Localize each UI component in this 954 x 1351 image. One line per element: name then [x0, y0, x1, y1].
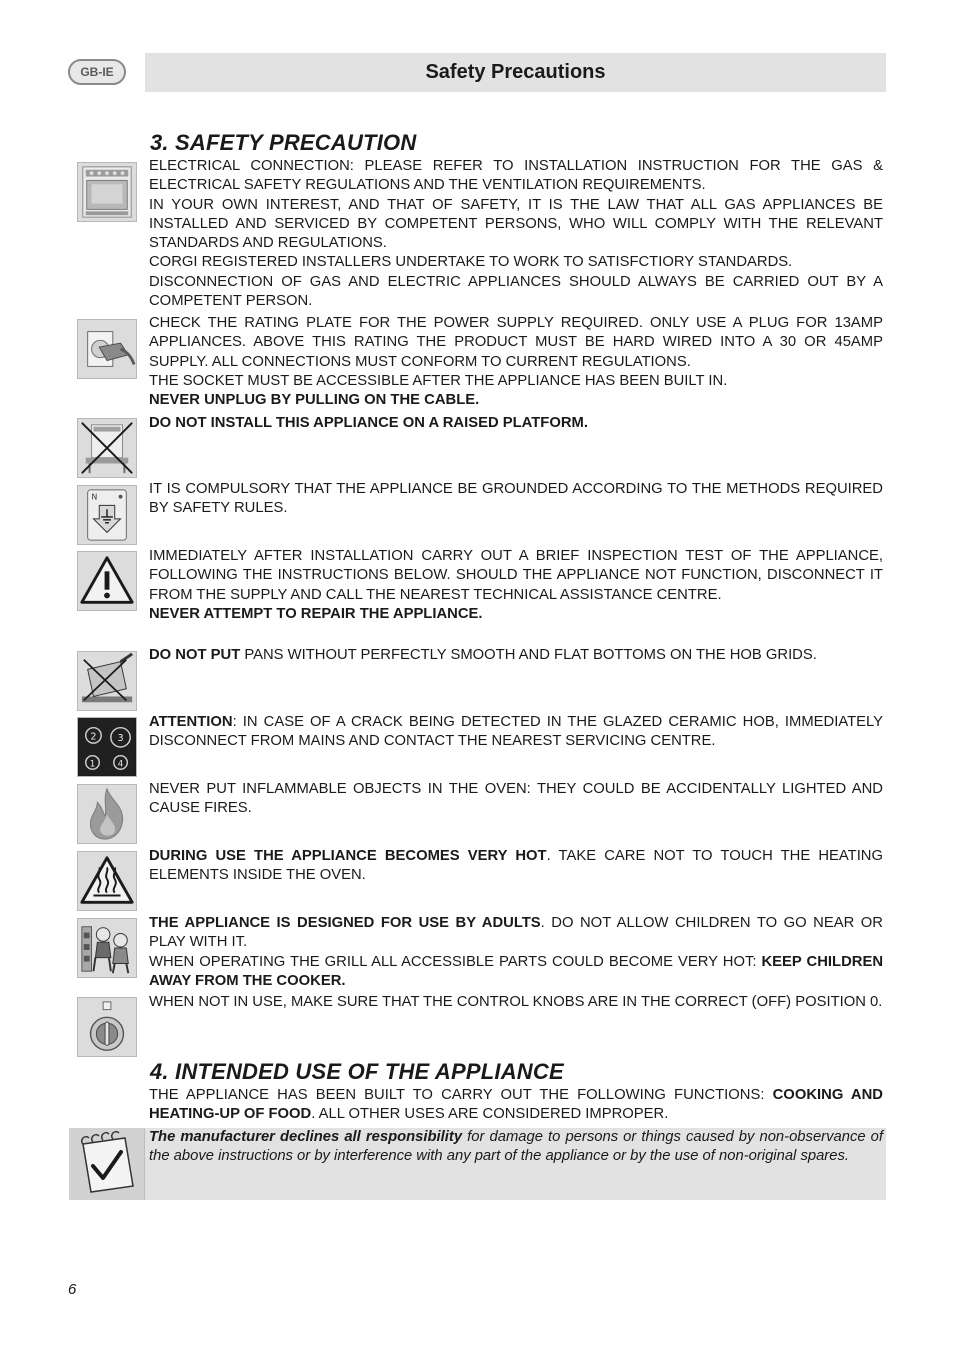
section-4-title: 4. INTENDED USE OF THE APPLIANCE: [150, 1059, 564, 1084]
pans-warning-text: DO NOT PUT PANS WITHOUT PERFECTLY SMOOTH AND FLAT BOTTOMS ON THE HOB GRIDS.: [149, 647, 817, 663]
control-knobs-text: WHEN NOT IN USE, MAKE SURE THAT THE CONTROL KNOBS ARE IN THE CORRECT (OFF) POSITION 0.: [149, 994, 883, 1010]
ground-symbol-icon: [77, 485, 137, 545]
ceramic-hob-icon: [77, 717, 137, 777]
hob-zone-1: 1: [89, 759, 96, 770]
platform-warning-text: DO NOT INSTALL THIS APPLIANCE ON A RAISED PLATFORM.: [149, 415, 588, 431]
inflammable-objects-text: NEVER PUT INFLAMMABLE OBJECTS IN THE OVEN: THEY COULD BE ACCIDENTALLY LIGHTED AND CAUSE FIRES.: [149, 781, 883, 817]
page-header: [145, 53, 886, 92]
section-3-title: 3. SAFETY PRECAUTION: [150, 130, 417, 155]
children-icon: [77, 918, 137, 978]
hob-zone-4: 4: [117, 759, 124, 770]
ceramic-hob-text: ATTENTION: IN CASE OF A CRACK BEING DETECTED IN THE GLAZED CERAMIC HOB, IMMEDIATELY DISCONNECT FROM MAINS AND CONTACT THE NEAREST SERVICING CENTRE.: [149, 714, 883, 750]
disclaimer-note-box: [69, 1128, 886, 1200]
note-checkmark-icon: [69, 1128, 145, 1200]
inspection-text: IMMEDIATELY AFTER INSTALLATION CARRY OUT A BRIEF INSPECTION TEST OF THE APPLIANCE, FOLLOWING THE INSTRUCTIONS BELOW. SHOULD THE APPLIANCE NOT FUNCTION, DISCONNECT IT FROM THE SUPPLY AND CALL THE NEAREST TECHNICAL ASSISTANCE CENTRE. NEVER ATTEMPT TO REPAIR THE APPLIANCE.: [149, 548, 883, 622]
control-knob-icon: [77, 997, 137, 1057]
flame-icon: [77, 784, 137, 844]
hob-zone-3: 3: [117, 733, 124, 745]
hob-zone-2: 2: [90, 731, 97, 743]
grounding-text: IT IS COMPULSORY THAT THE APPLIANCE BE GROUNDED ACCORDING TO THE METHODS REQUIRED BY SAFETY RULES.: [149, 481, 883, 517]
svg-text:N: N: [91, 492, 98, 502]
disclaimer-text: The manufacturer declines all responsibility for damage to persons or things caused by non-observance of the above instructions or by interference with any part of the appliance or by the use of non-original spares.: [149, 1129, 883, 1165]
uneven-pan-crossed-icon: [77, 651, 137, 711]
power-supply-text: CHECK THE RATING PLATE FOR THE POWER SUPPLY REQUIRED. ONLY USE A PLUG FOR 13AMP APPLIANCES. ABOVE THIS RATING THE PRODUCT MUST BE HARD WIRED INTO A 30 OR 45AMP SUPPLY. ALL CONNECTIONS MUST CONFORM TO CURRENT REGULATIONS. THE SOCKET MUST BE ACCESSIBLE AFTER THE APPLIANCE HAS BEEN BUILT IN. NEVER UNPLUG BY PULLING ON THE CABLE.: [149, 315, 883, 409]
page-number: 6: [68, 1281, 77, 1298]
cooker-icon: [77, 162, 137, 222]
hot-surface-icon: [77, 851, 137, 911]
hot-appliance-text: DURING USE THE APPLIANCE BECOMES VERY HOT. TAKE CARE NOT TO TOUCH THE HEATING ELEMENTS INSIDE THE OVEN.: [149, 848, 883, 884]
intended-use-text: THE APPLIANCE HAS BEEN BUILT TO CARRY OUT THE FOLLOWING FUNCTIONS: COOKING AND HEATING-UP OF FOOD. ALL OTHER USES ARE CONSIDERED IMPROPER.: [149, 1087, 883, 1123]
raised-platform-crossed-icon: [77, 418, 137, 478]
plug-socket-icon: [77, 319, 137, 379]
page-title: Safety Precautions: [425, 61, 606, 83]
language-badge: GB-IE: [68, 59, 126, 85]
electrical-connection-text: ELECTRICAL CONNECTION: PLEASE REFER TO INSTALLATION INSTRUCTION FOR THE GAS & ELECTRICAL SAFETY REGULATIONS AND THE VENTILATION REQUIREMENTS. IN YOUR OWN INTEREST, AND THAT OF SAFETY, IT IS THE LAW THAT ALL GAS APPLIANCES BE INSTALLED AND SERVICED BY COMPETENT PERSONS, WHO WILL COMPLY WITH THE RELEVANT STANDARDS AND REGULATIONS. CORGI REGISTERED INSTALLERS UNDERTAKE TO WORK TO SATISFCTIORY STANDARDS. DISCONNECTION OF GAS AND ELECTRIC APPLIANCES SHOULD ALWAYS BE CARRIED OUT BY A COMPETENT PERSON.: [149, 158, 883, 310]
adults-only-text: THE APPLIANCE IS DESIGNED FOR USE BY ADULTS. DO NOT ALLOW CHILDREN TO GO NEAR OR PLAY WITH IT. WHEN OPERATING THE GRILL ALL ACCESSIBLE PARTS COULD BECOME VERY HOT: KEEP CHILDREN AWAY FROM THE COOKER.: [149, 915, 883, 989]
warning-triangle-icon: [77, 551, 137, 611]
